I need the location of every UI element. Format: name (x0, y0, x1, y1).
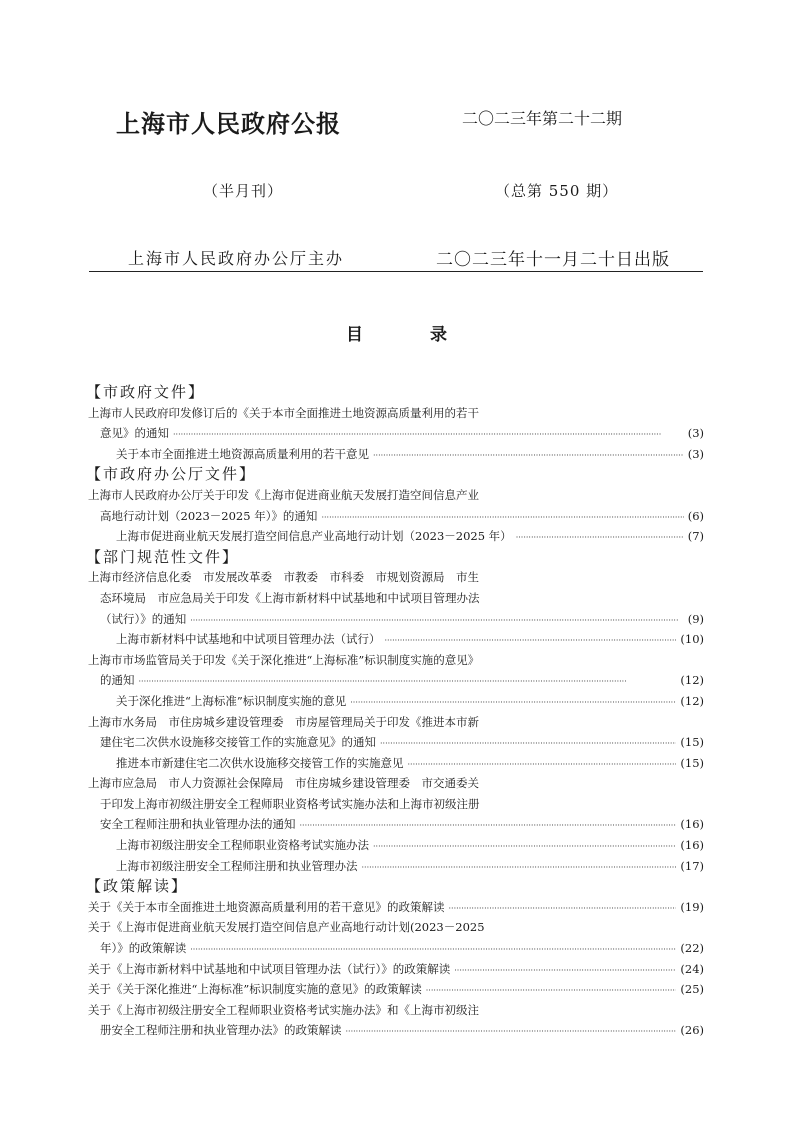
leader-dots (350, 693, 676, 714)
toc-entry-text: 高地行动计划（2023－2025 年）》的通知 (100, 508, 318, 523)
toc-entry[interactable] (88, 485, 704, 506)
toc-entry[interactable] (88, 712, 704, 733)
toc-page-number: (10) (680, 632, 704, 647)
toc-entry[interactable] (88, 670, 704, 691)
publication-frequency: （半月刊） (203, 182, 284, 200)
total-issue-number: （总第 550 期） (495, 182, 619, 200)
leader-dots (173, 425, 684, 446)
toc-page-number: (15) (680, 755, 704, 770)
toc-page-number: (16) (680, 817, 704, 832)
toc-entry-text: 关于《上海市初级注册安全工程师职业资格考试实施办法》和《上海市初级注 (88, 1002, 479, 1017)
toc-entry[interactable] (88, 959, 704, 980)
toc-entry-text: 关于本市全面推进土地资源高质量利用的若干意见 (116, 446, 369, 461)
table-of-contents (88, 382, 704, 1041)
leader-dots (454, 961, 676, 982)
toc-entry[interactable] (88, 650, 704, 671)
toc-page-number: (25) (680, 982, 704, 997)
toc-entry[interactable] (88, 567, 704, 588)
leader-dots (449, 899, 677, 920)
toc-page-number: (19) (680, 899, 704, 914)
toc-entry-text: 上海市应急局 市人力资源社会保障局 市住房城乡建设管理委 市交通委关 (88, 776, 479, 791)
toc-title-char-1: 目 (346, 325, 363, 345)
leader-dots (426, 981, 677, 1002)
leader-dots (190, 940, 676, 961)
toc-entry-text: 关于《上海市新材料中试基地和中试项目管理办法（试行）》的政策解读 (88, 961, 451, 976)
toc-page-number: (15) (680, 735, 704, 750)
toc-entry-text: 态环境局 市应急局关于印发《上海市新材料中试基地和中试项目管理办法 (100, 590, 480, 605)
toc-entry[interactable] (88, 444, 704, 465)
toc-page-number: (9) (687, 611, 704, 626)
toc-page-number: (6) (687, 508, 704, 523)
toc-entry-text: 上海市初级注册安全工程师注册和执业管理办法 (116, 858, 358, 873)
toc-entry[interactable] (88, 609, 704, 630)
toc-entry-text: 关于深化推进“上海标准”标识制度实施的意见 (116, 693, 347, 708)
toc-entry[interactable] (88, 773, 704, 794)
toc-entry-text: 建住宅二次供水设施移交接管工作的实施意见》的通知 (100, 735, 376, 750)
toc-entry[interactable] (88, 856, 704, 877)
toc-page-number: (3) (687, 446, 704, 461)
leader-dots (380, 734, 676, 755)
toc-entry-text: 上海市促进商业航天发展打造空间信息产业高地行动计划（2023－2025 年） (116, 529, 512, 544)
leader-dots (346, 1022, 677, 1043)
toc-entry-text: 上海市初级注册安全工程师职业资格考试实施办法 (116, 838, 369, 853)
leader-dots (300, 816, 677, 837)
toc-page-number: (26) (680, 1023, 704, 1038)
toc-entry[interactable] (88, 423, 704, 444)
toc-entry[interactable] (88, 1000, 704, 1021)
toc-section-heading: 【政策解读】 (86, 877, 189, 896)
sponsor: 上海市人民政府办公厅主办 (128, 249, 345, 268)
toc-entry[interactable] (88, 814, 704, 835)
publish-date: 二〇二三年十一月二十日出版 (436, 250, 670, 270)
toc-entry-text: 上海市新材料中试基地和中试项目管理办法（试行） (116, 632, 381, 647)
leader-dots (190, 611, 683, 632)
leader-dots (373, 446, 684, 467)
toc-entry-text: 关于《关于本市全面推进土地资源高质量利用的若干意见》的政策解读 (88, 899, 445, 914)
toc-entry[interactable] (88, 1020, 704, 1041)
toc-entry-text: 上海市经济信息化委 市发展改革委 市教委 市科委 市规划资源局 市生 (88, 570, 479, 585)
toc-page-number: (7) (687, 529, 704, 544)
toc-entry-text: 安全工程师注册和执业管理办法的通知 (100, 817, 296, 832)
toc-entry[interactable] (88, 691, 704, 712)
toc-page-number: (17) (680, 858, 704, 873)
toc-entry-text: 上海市水务局 市住房城乡建设管理委 市房屋管理局关于印发《推进本市新 (88, 714, 479, 729)
gazette-title: 上海市人民政府公报 (116, 109, 341, 138)
toc-title-char-2: 录 (430, 325, 447, 345)
toc-entry-text: 关于《关于深化推进“上海标准”标识制度实施的意见》的政策解读 (88, 982, 422, 997)
toc-entry-text: 推进本市新建住宅二次供水设施移交接管工作的实施意见 (116, 755, 404, 770)
toc-page-number: (12) (680, 693, 704, 708)
header-divider (89, 271, 703, 272)
toc-entry[interactable] (88, 526, 704, 547)
toc-page-number: (16) (680, 838, 704, 853)
leader-dots (321, 508, 683, 529)
issue-number: 二〇二三年第二十二期 (462, 109, 623, 128)
toc-section-heading: 【市政府办公厅文件】 (86, 465, 257, 484)
toc-section-heading: 【部门规范性文件】 (86, 547, 240, 566)
toc-page-number: (24) (680, 961, 704, 976)
toc-page-number: (12) (680, 673, 704, 688)
toc-entry[interactable] (88, 732, 704, 753)
leader-dots (139, 672, 677, 693)
toc-entry[interactable] (88, 897, 704, 918)
leader-dots (373, 837, 676, 858)
toc-entry[interactable] (88, 629, 704, 650)
toc-entry[interactable] (88, 979, 704, 1000)
toc-entry-text: 上海市市场监管局关于印发《关于深化推进“上海标准”标识制度实施的意见》 (88, 652, 480, 667)
toc-entry-text: 的通知 (100, 673, 135, 688)
toc-page-number: (3) (687, 426, 704, 441)
leader-dots (516, 528, 684, 549)
toc-entry-text: 于印发上海市初级注册安全工程师职业资格考试实施办法和上海市初级注册 (100, 796, 480, 811)
leader-dots (408, 755, 677, 776)
toc-entry[interactable] (88, 917, 704, 938)
toc-entry-text: 册安全工程师注册和执业管理办法》的政策解读 (100, 1023, 342, 1038)
toc-entry-text: 上海市人民政府办公厅关于印发《上海市促进商业航天发展打造空间信息产业 (88, 487, 479, 502)
toc-entry[interactable] (88, 506, 704, 527)
toc-section-heading: 【市政府文件】 (86, 383, 206, 401)
toc-entry-text: 上海市人民政府印发修订后的《关于本市全面推进土地资源高质量利用的若干 (88, 405, 479, 420)
toc-entry[interactable] (88, 753, 704, 774)
toc-entry-text: 意见》的通知 (100, 426, 169, 441)
leader-dots (362, 858, 677, 879)
toc-entry-text: 年）》的政策解读 (100, 941, 187, 956)
toc-entry[interactable] (88, 794, 704, 815)
toc-entry[interactable] (88, 588, 704, 609)
leader-dots (385, 631, 677, 652)
toc-entry[interactable] (88, 938, 704, 959)
toc-entry[interactable] (88, 403, 704, 424)
toc-entry-text: （试行）》的通知 (100, 611, 187, 626)
toc-entry-text: 关于《上海市促进商业航天发展打造空间信息产业高地行动计划(2023－2025 (88, 920, 485, 935)
toc-page-number: (22) (680, 941, 704, 956)
toc-entry[interactable] (88, 835, 704, 856)
